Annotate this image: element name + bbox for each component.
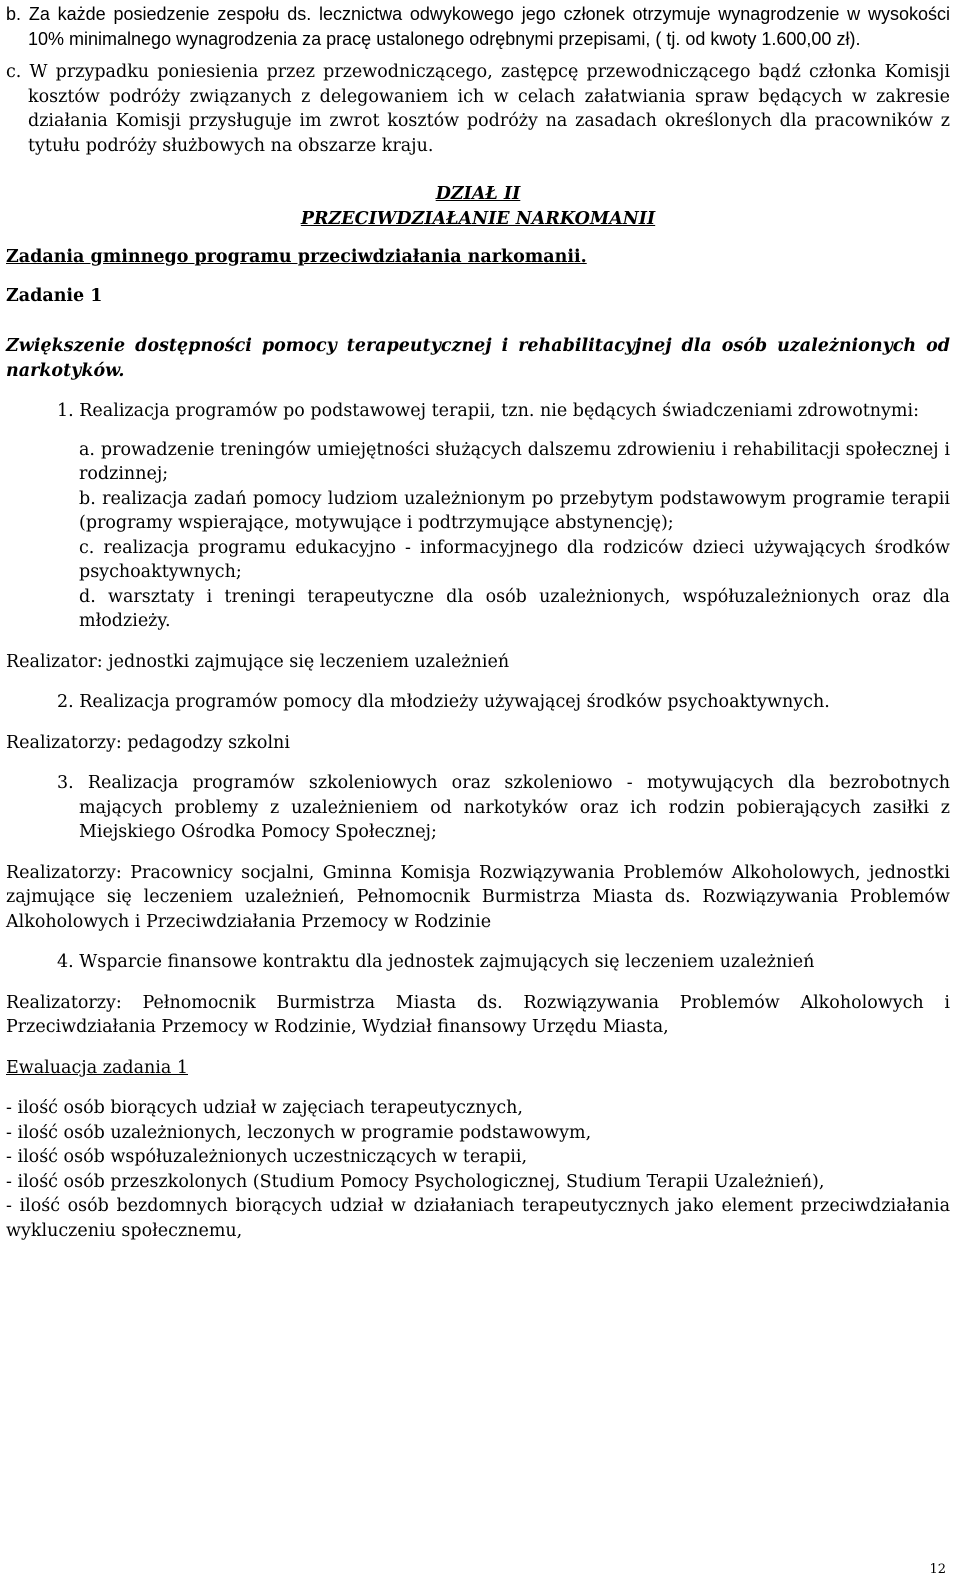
evaluation-list [6,1096,950,1243]
list-item-4: 4. Wsparcie finansowe kontraktu dla jednostek zajmujących się leczeniem uzależnień [57,952,815,972]
division-title-text: PRZECIWDZIAŁANIE NARKOMANII [300,208,656,229]
task-title: Zwiększenie dostępności pomocy terapeutycznej i rehabilitacyjnej dla osób uzależnionych od narkotyków. [6,336,950,381]
program-heading: Zadania gminnego programu przeciwdziałania narkomanii. [6,247,587,267]
paragraph-c: c. W przypadku poniesienia przez przewodniczącego, zastępcę przewodniczącego bądź członka Komisji kosztów podróży związanych z delegowaniem ich w celach załatwiania spraw będących w zakresie działania Komisji przysługuje im zwrot kosztów podróży na zasadach określonych dla pracowników z tytułu podróży służbowych na obszarze kraju. [6,62,950,156]
evaluation-item: - ilość osób przeszkolonych (Studium Pomocy Psychologicznej, Studium Terapii Uzależnień), [6,1171,825,1192]
list-item-2: 2. Realizacja programów pomocy dla młodzieży używającej środków psychoaktywnych. [57,692,830,712]
evaluation-item: - ilość osób bezdomnych biorących udział w działaniach terapeutycznych jako element przeciwdziałania wykluczeniu społecznemu, [6,1196,950,1241]
evaluation-item: - ilość osób uzależnionych, leczonych w programie podstawowym, [6,1122,592,1143]
sub-item-b: b. realizacja zadań pomocy ludziom uzależnionym po przebytym podstawowym programie terapii (programy wspierające, motywujące i podtrzymujące abstynencję); [79,488,950,533]
list-item-1: 1. Realizacja programów po podstawowej terapii, tzn. nie będących świadczeniami zdrowotnymi: [57,401,920,421]
sub-item-d: d. warsztaty i treningi terapeutyczne dla osób uzależnionych, współuzależnionych oraz dla młodzieży. [79,586,950,631]
task-label: Zadanie 1 [6,285,103,306]
paragraph-b: b. Za każde posiedzenie zespołu ds. lecznictwa odwykowego jego członek otrzymuje wynagrodzenie w wysokości 10% minimalnego wynagrodzenia za pracę ustalonego odrębnymi przepisami, ( tj. od kwoty 1.600,00 zł). [6,4,950,49]
division-title [6,207,950,232]
sub-item-a: a. prowadzenie treningów umiejętności służących dalszemu zdrowieniu i rehabilitacji społecznej i rodzinnej; [79,439,950,484]
evaluation-item: - ilość osób biorących udział w zajęciach terapeutycznych, [6,1098,523,1118]
list-item-3: 3. Realizacja programów szkoleniowych oraz szkoleniowo - motywujących dla bezrobotnych mających problemy z uzależnieniem od narkotyków oraz ich rodzin pobierających zasiłki z Miejskiego Ośrodka Pomocy Społecznej; [57,773,950,842]
sub-item-c: c. realizacja programu edukacyjno - informacyjnego dla rodziców dzieci używających środków psychoaktywnych; [79,537,950,582]
evaluation-heading: Ewaluacja zadania 1 [6,1057,188,1078]
document-body [6,2,950,1243]
sub-list-1 [6,438,950,634]
division-number: DZIAŁ II [435,184,521,204]
division-heading [6,182,950,207]
realizator-1: Realizator: jednostki zajmujące się leczeniem uzależnień [6,651,510,672]
realizator-3: Realizatorzy: Pracownicy socjalni, Gminna Komisja Rozwiązywania Problemów Alkoholowych, jednostki zajmujące się leczeniem uzależnień, Pełnomocnik Burmistrza Miasta ds. Rozwiązywania Problemów Alkoholowych i Przeciwdziałania Przemocy w Rodzinie [6,862,950,932]
evaluation-item: - ilość osób współuzależnionych uczestniczących w terapii, [6,1147,528,1167]
page-number: 12 [929,1562,946,1577]
realizator-2: Realizatorzy: pedagodzy szkolni [6,732,290,753]
realizator-4: Realizatorzy: Pełnomocnik Burmistrza Miasta ds. Rozwiązywania Problemów Alkoholowych i Przeciwdziałania Przemocy w Rodzinie, Wydział finansowy Urzędu Miasta, [6,992,950,1037]
